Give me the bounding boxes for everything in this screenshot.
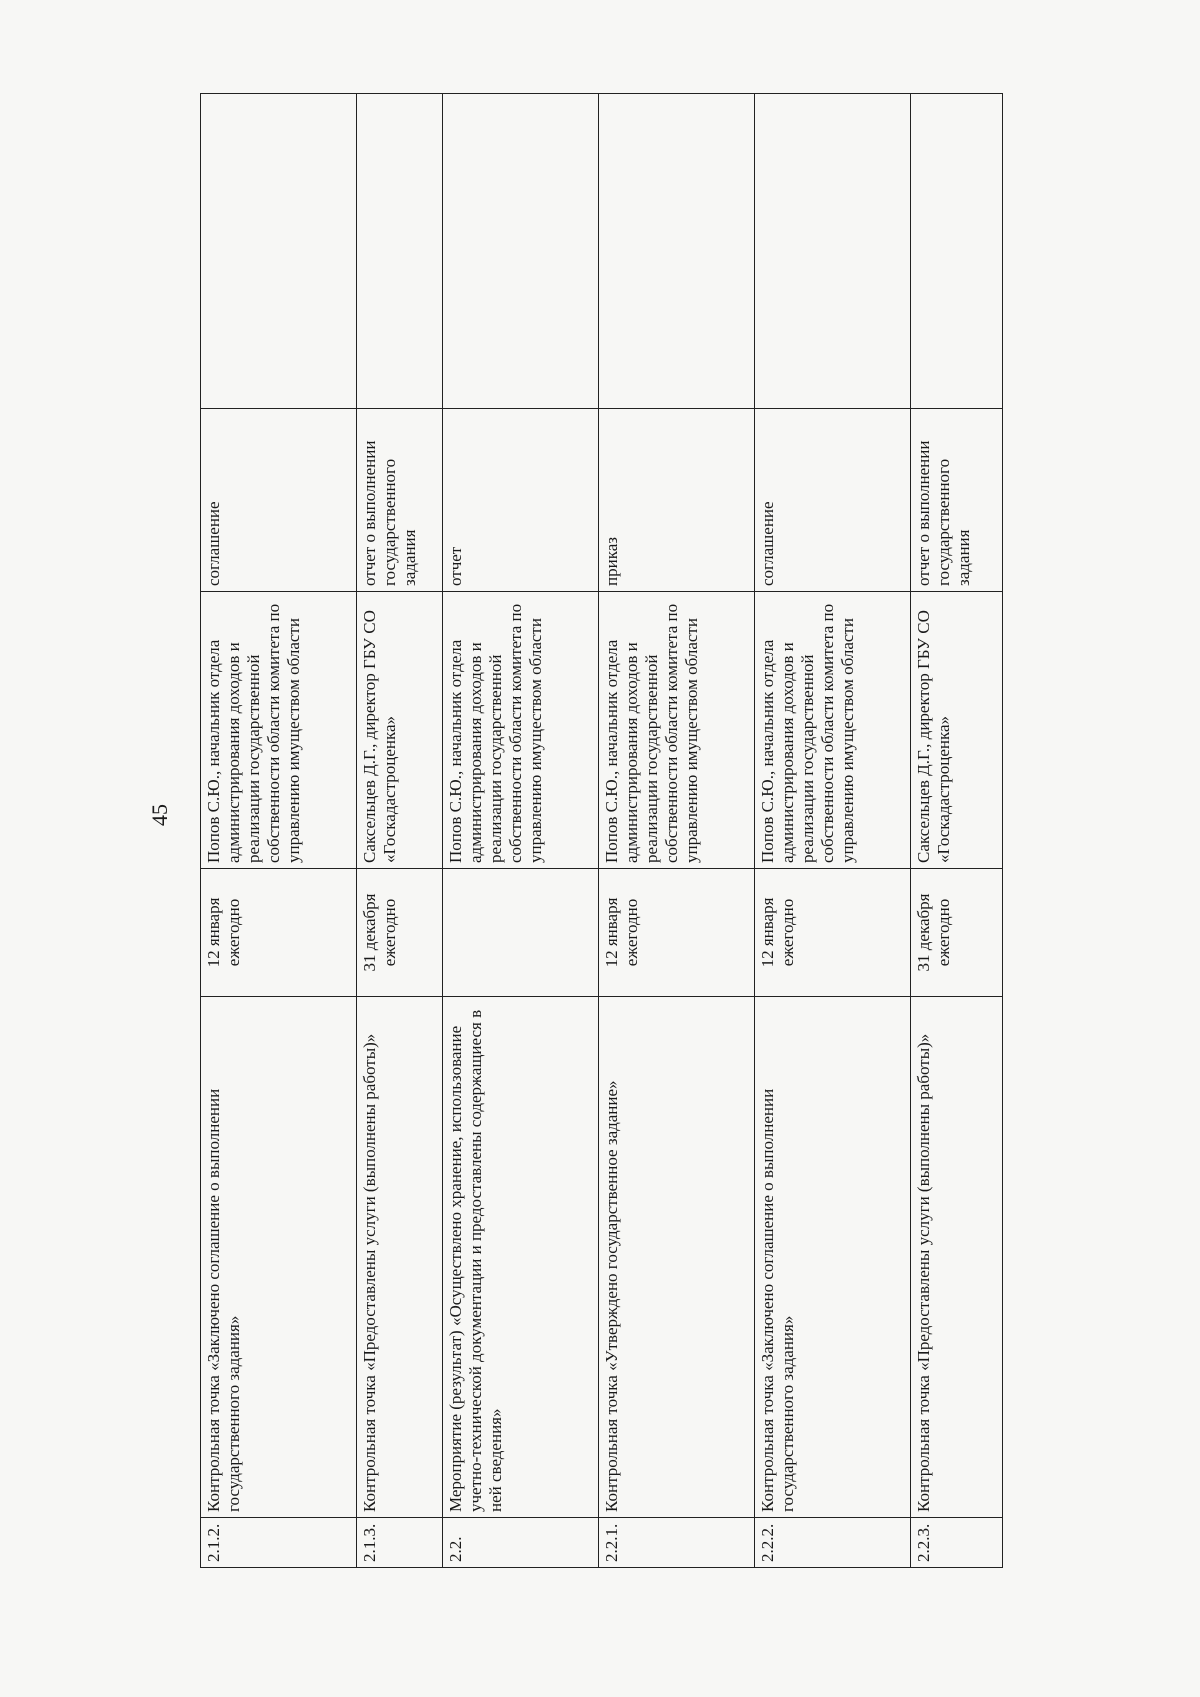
row-date: 12 января ежегодно <box>755 869 911 997</box>
row-number: 2.1.3. <box>357 1518 443 1568</box>
row-number: 2.1.2. <box>201 1518 357 1568</box>
row-date: 12 января ежегодно <box>201 869 357 997</box>
row-document: соглашение <box>755 409 911 592</box>
row-name: Контрольная точка «Заключено соглашение о выполнении государственного задания» <box>201 997 357 1518</box>
row-name: Контрольная точка «Заключено соглашение о выполнении государственного задания» <box>755 997 911 1518</box>
rotated-page-content <box>200 88 1080 1568</box>
table-row <box>911 94 1003 1568</box>
page-number: 45 <box>147 804 172 826</box>
row-number: 2.2. <box>443 1518 599 1568</box>
row-extra <box>911 94 1003 409</box>
row-number: 2.2.2. <box>755 1518 911 1568</box>
row-extra <box>357 94 443 409</box>
row-date: 31 декабря ежегодно <box>911 869 1003 997</box>
row-document: отчет <box>443 409 599 592</box>
row-responsible: Попов С.Ю., начальник отдела администрирования доходов и реализации государственной собственности области комитета по управлению имуществом области <box>599 592 755 869</box>
row-responsible: Попов С.Ю., начальник отдела администрирования доходов и реализации государственной собственности области комитета по управлению имуществом области <box>201 592 357 869</box>
row-name: Контрольная точка «Утверждено государственное задание» <box>599 997 755 1518</box>
row-responsible: Попов С.Ю., начальник отдела администрирования доходов и реализации государственной собственности области комитета по управлению имуществом области <box>443 592 599 869</box>
row-date: 31 декабря ежегодно <box>357 869 443 997</box>
row-document: приказ <box>599 409 755 592</box>
row-name: Контрольная точка «Предоставлены услуги (выполнены работы)» <box>357 997 443 1518</box>
table-row <box>443 94 599 1568</box>
row-extra <box>201 94 357 409</box>
row-document: соглашение <box>201 409 357 592</box>
row-number: 2.2.1. <box>599 1518 755 1568</box>
row-responsible: Саксельцев Д.Г., директор ГБУ СО «Госкадастроценка» <box>911 592 1003 869</box>
row-extra <box>443 94 599 409</box>
table-row <box>755 94 911 1568</box>
row-name: Мероприятие (результат) «Осуществлено хранение, использование учетно-технической документации и предоставлены содержащиеся в ней сведения» <box>443 997 599 1518</box>
row-date: 12 января ежегодно <box>599 869 755 997</box>
row-date <box>443 869 599 997</box>
table-row <box>201 94 357 1568</box>
row-responsible: Попов С.Ю., начальник отдела администрирования доходов и реализации государственной собственности области комитета по управлению имуществом области <box>755 592 911 869</box>
row-document: отчет о выполнении государственного задания <box>911 409 1003 592</box>
table-row <box>357 94 443 1568</box>
row-name: Контрольная точка «Предоставлены услуги (выполнены работы)» <box>911 997 1003 1518</box>
row-number: 2.2.3. <box>911 1518 1003 1568</box>
row-extra <box>755 94 911 409</box>
row-responsible: Саксельцев Д.Г., директор ГБУ СО «Госкадастроценка» <box>357 592 443 869</box>
row-document: отчет о выполнении государственного задания <box>357 409 443 592</box>
row-extra <box>599 94 755 409</box>
table-row <box>599 94 755 1568</box>
plan-table <box>200 93 1003 1568</box>
